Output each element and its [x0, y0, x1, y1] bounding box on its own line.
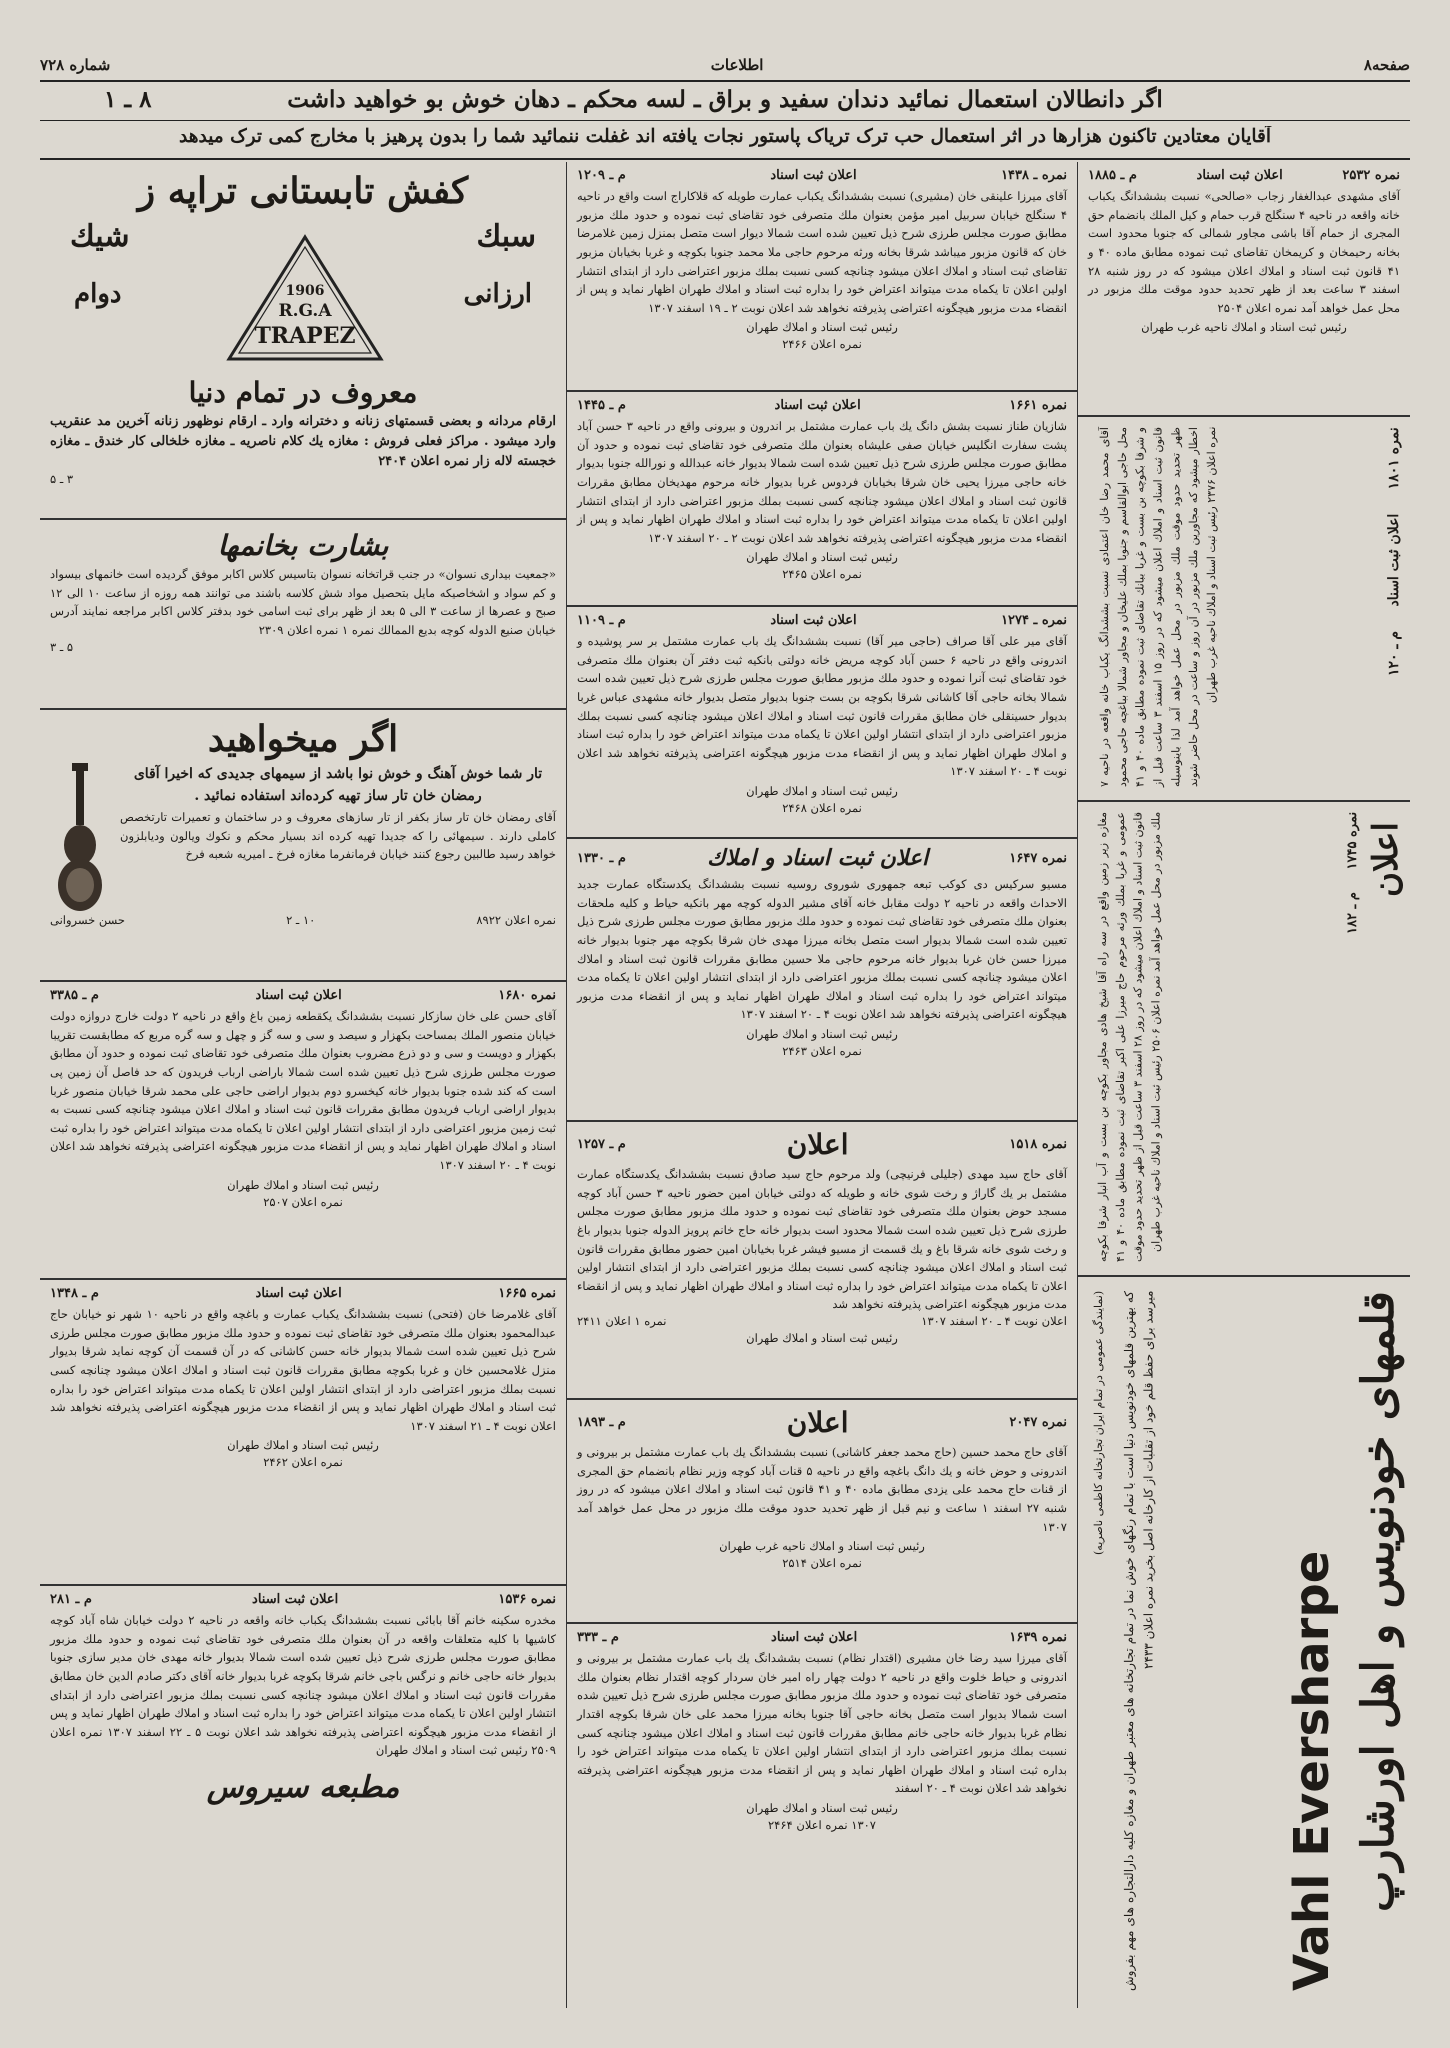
ad-title: اعلان ثبت اسناد — [252, 1592, 339, 1607]
paper-name: اطلاعات — [710, 56, 764, 74]
shoe-subtitle: معروف در تمام دنیا — [188, 375, 418, 409]
ad-code: م ـ ۱۱۰۹ — [577, 613, 626, 628]
ad-title: اعلان ثبت اسناد — [255, 988, 342, 1003]
ad-sub: نمره ۱ اعلان ۲۴۱۱ — [577, 1314, 667, 1328]
banner-text: اگر دانطالان استعمال نمائید دندان سفید و براق ـ لسه محکم ـ دهان خوش بو خواهید داشت — [287, 86, 1163, 113]
shoe-word-stylish: شیك — [70, 218, 130, 254]
vertical-ad-block-1745 — [1078, 802, 1410, 1277]
tar-lead: تار شما خوش آهنگ و خوش نوا باشد از سیمهای جدیدی که اخیرا آقای رمضان خان تار ساز تهیه کرده‌اند استفاده نمائید . — [133, 765, 543, 805]
pen-ad-footer: (نمایندگی عمومی در تمام ایران تجارتخانه کاظمی ناصریه) — [1092, 1291, 1105, 1556]
ad-number: نمره ۱۶۶۱ — [1009, 398, 1067, 413]
women-ad-footer — [50, 640, 556, 654]
ad-body: آقای مشهدی عبدالغفار زجاب «صالحی» نسبت بششدانگ یکباب خانه واقعه در ناحیه ۴ سنگلج قرب حمام و کیل الملك بانضمام حق المجری از حمام آقا باشی مجاور شمالی که جنوبا محدود است بخانه رحیمخان و کریمخان تقاضای ثبت نموده مطابق ماده ۴۰ و ۴۱ قانون ثبت اسناد و املاك اعلان میشود که در روز شنبه ۲۸ اسفند ۳ ساعت بعد از ظهر تحدید حدود موقت ملك مزبور در محل عمل خواهد آمد نمره اعلان ۲۵۰۴ — [1088, 189, 1401, 315]
trapez-stamp — [225, 233, 385, 363]
ad-body: آقای حاج سید مهدی (جلیلی فرنیچی) ولد مرحوم حاج سید صادق نسبت بششدانگ یکدستگاه عمارت مشتمل بر یك گاراژ و رخت شوی خانه و طویله که دولتی خیابان امین حضور ناحیه ۳ حسن آباد کوچه مسجد حوض بعنوان ملك متصرفی خود تقاضای ثبت نموده و حدود ملك مزبور مطابق صورت مجلس طرزی شرح ذیل تعیین شده است شمالا محدود است بدیوار خانه حاج خانم پرویز الدوله جنوبا بدیوار باغ و رخت شوی خانه شرقا باغ و یك قسمت از مسیو فیشر غربا بخیابان امین حضور مطابق مقررات قانون ثبت اسناد و املاك اعلان میشود چنانچه کسی نسبت بملك مزبور اعتراضی دارد از ابتدای انتشار اولین اعلان تا یکماه مدت میتواند اعتراض خود را بداره ثبت اسناد و املاك طهران اظهار نماید و پس از انقضاء مدت مزبور هیچگونه اعتراضی پذیرفته نخواهد شد — [577, 1167, 1067, 1312]
ad-head — [50, 1592, 556, 1611]
ad-footer: رئیس ثبت اسناد و املاك طهران — [746, 320, 898, 335]
ad-block-1518 — [567, 1122, 1077, 1400]
ad-sub: نمره اعلان ۲۴۶۶ — [782, 337, 862, 352]
tar-ad-title: اگر میخواهید — [207, 718, 399, 760]
ad-number: نمره ۱۷۴۵ — [1345, 812, 1360, 870]
ad-head — [577, 1128, 1067, 1165]
ad-number: نمره ۱۸۰۱ — [1386, 427, 1402, 490]
ad-head — [577, 398, 1067, 417]
ad-code: م ـ ۱۳۴۸ — [50, 1286, 99, 1301]
shoe-footer — [50, 472, 556, 486]
ad-number: نمره ۱۵۳۶ — [498, 1592, 556, 1607]
ad-code: ۳ ـ ۵ — [50, 472, 74, 487]
printer-imprint: مطبعه سیروس — [206, 1770, 400, 1805]
pen-brand: Vahl Eversharpe — [1284, 1550, 1340, 1991]
ad-head — [577, 845, 1067, 875]
ad-block-1536 — [40, 1586, 566, 2008]
vertical-ad-body: مغازه زیر زمین واقع در سه راه آقا شیخ هادی مجاور بکوچه بن بست و آب انبار شرقا بکوچه عمومی و غربا بملك ورثه مرحوم حاج میرزا علی اکبر تقاضای ثبت نموده مطابق ماده ۴۰ و ۴۱ قانون ثبت اسناد و املاك اعلان میشود که در روز ۲۸ اسفند ۳ ساعت قبل از ظهر تحدید حدود موقت ملك مزبور در محل عمل خواهد آمد نمره اعلان ۲۵۰۶ رئیس ثبت اسناد و املاك ناحیه غرب طهران — [1096, 812, 1163, 1262]
ad-head — [50, 988, 556, 1007]
ad-body: آقای حسن علی خان سازکار نسبت بششدانگ یکقطعه زمین باغ واقع در ناحیه ۲ دولت خارج دروازه دولت خیابان منصور الملك بمساحت بکهزار و سیصد و سی و سه گز و چهل و سه گره مربع که مطابقست تقریبا بکهزار و دویست و سی و دو ذرع مضروب بعنوان ملك متصرفی خود تقاضای ثبت نموده و حدود آن مطابق صورت مجلس طرزی شرح ذیل تعیین شده است شمالا باراضی ارباب فریدون که حد فاصل آن زمین پی است که کند شده جنوبا بدیوار خانه کیخسرو دوم بدیوار اراضی حاجی علی محمد شرقا خیابان منصور غربا بدیوار اراضی ارباب فریدون مطابق مقررات قانون ثبت اسناد و املاك اعلان میشود چنانچه کسی نسبت به ثبت زمین مزبور اعتراضی دارد از ابتدای انتشار اولین اعلان تا یکماه مدت میتواند اعتراض خود را بداره ثبت اسناد و املاك طهران اظهار نماید و پس از انقضاء مدت مزبور هیچگونه اعتراضی پذیرفته نخواهد شد اعلان نوبت ۴ ـ ۲۰ اسفند ۱۳۰۷ — [50, 1009, 556, 1172]
ad-code: م ـ ۳۳۸۵ — [50, 988, 99, 1003]
ad-footer: رئیس ثبت اسناد و املاك طهران — [746, 550, 898, 565]
trapez-logo-area — [50, 219, 556, 369]
advertiser-name: حسن خسروانی — [50, 912, 126, 927]
column-left — [40, 162, 566, 2008]
ad-footer: رئیس ثبت اسناد و املاك طهران — [746, 1331, 898, 1345]
ad-footer: رئیس ثبت اسناد و املاك طهران — [227, 1438, 379, 1453]
ad-footer: رئیس ثبت اسناد و املاك طهران — [227, 1177, 379, 1192]
ad-number: نمره ـ ۱۴۳۸ — [1001, 168, 1067, 183]
shoe-title: کفش تابستانی تراپه ز — [137, 170, 469, 212]
tar-text — [120, 763, 556, 864]
women-ad-body: «جمعیت بیداری نسوان» در جنب قراتخانه نسوان بتاسیس کلاس اکابر موفق گردیده است خانمهای بیسواد و کم سواد و اشخاصیکه مایل بتحصیل مواد شش کلاسه باشند می توانند همه روزه از ساعت ۱۰ الی ۱۲ صبح و عصرها از ساعت ۳ الی ۵ بعد از ظهر برای ثبت اسامی خود بدفتر کلاس اکابر مراجعه نمایند آدرس خیابان صنیع الدوله کوچه بدیع الممالك نمره ۱ نمره اعلان ۲۳۰۹ — [50, 567, 556, 638]
shoe-body: ارقام مردانه و بعضی قسمتهای زنانه و دخترانه وارد ـ ارقام نوظهور زنانه آخرین مد عنقریب وارد میشود . مراکز فعلی فروش : مغازه یك کلام ناصریه ـ مغازه خلخالی کار خندق ـ مغازه خجسته لاله زار نمره اعلان ۲۴۰۴ — [50, 413, 556, 470]
tar-strings-ad — [40, 710, 566, 982]
ad-code: م ـ ۲۸۱ — [50, 1592, 92, 1607]
ad-body: آقای حاج محمد حسین (حاج محمد جعفر کاشانی) نسبت بششدانگ یك باب عمارت مشتمل بر بیرونی و اندرونی و حوض خانه و یك دانگ باغچه واقع در ناحیه ۵ قنات آباد کوچه وزیر نظام بانضمام حق المجری از قنات حاج محمد علی یزدی مطابق ماده ۴۰ و ۴۱ قانون ثبت اسناد و املاك اعلان میشود که در روز شنبه ۲۷ اسفند ۱ ساعت و نیم قبل از ظهر تحدید حدود موقت ملك مزبور در محل عمل خواهد آمد ۱۳۰۷ — [577, 1445, 1068, 1534]
ad-block-1274 — [567, 607, 1077, 839]
ad-footer: رئیس ثبت اسناد و املاك ناحیه غرب طهران — [719, 1539, 925, 1554]
ad-footer: رئیس ثبت اسناد و املاك ناحیه غرب طهران — [1141, 320, 1347, 335]
tar-body: آقای رمضان خان تار ساز بکفر از تار سازهای معروف و در ساختمان و تعمیرات تارتخصص کاملی دارند . سیمهائی را که جدیدا تهیه کرده اند بسیار محکم و نکوك ویالون ودیابلزون خواهد رسید طالبین رجوع کنند خیابان فرمانفرما مغازه فرخ ـ امیریه شعبه فرخ — [120, 810, 556, 862]
ad-title: اعلان ثبت اسناد — [771, 1630, 858, 1645]
column-right — [1077, 162, 1410, 2008]
ad-footer: رئیس ثبت اسناد و املاك طهران — [746, 1027, 898, 1041]
vertical-announcement-title: اعلان — [1366, 822, 1406, 897]
ad-body: مخدره سکینه خانم آقا بابائی نسبت بششدانگ یکباب خانه واقعه در ناحیه ۲ دولت خیابان شاه آباد کوچه کاشیها با کلیه متعلقات واقعه در آن بعنوان ملك متصرفی خود تقاضای ثبت نموده و حدود ملك مزبور مطابق صورت مجلس طرزی شرح ذیل تعیین شده است شمالا بدیوار خانه مهدی خان مدیر سازی جنوبا بدیوار خانه حاجی خانم و نرگس باجی خانم شرقا بکوچه غربا بدیوار خانه آقای دکتر صادم الدین خان مطابق مقررات قانون ثبت اسناد و املاك اعلان میشود چنانچه کسی نسبت بملك مزبور اعتراضی دارد از ابتدای انتشار اولین اعلان تا یکماه مدت میتواند اعتراض خود را بداره ثبت اسناد و املاك طهران اظهار نماید و پس از انقضاء مدت مزبور هیچگونه اعتراضی پذیرفته نخواهد شد اعلان نوبت ۵ ـ ۲۲ اسفند ۱۳۰۷ نمره اعلان ۲۵۰۹ رئیس ثبت اسناد و املاك طهران — [50, 1613, 556, 1758]
ad-code: م ـ ۱۴۴۵ — [577, 398, 626, 413]
ad-head — [50, 1286, 556, 1305]
ad-number: نمره ۱۶۶۵ — [498, 1286, 556, 1301]
ad-block-1438 — [567, 162, 1077, 392]
ad-number: نمره ۱۵۱۸ — [1009, 1137, 1067, 1152]
ad-body: آقای میر علی آقا صراف (حاجی میر آقا) نسبت بششدانگ یك باب عمارت مشتمل بر سر پوشیده و اندرونی واقع در ناحیه ۶ حسن آباد کوچه مریض خانه دولتی بانکیه ثبت دفتر آن بعنوان ملك متصرفی خود تقاضای ثبت آنرا نموده و حدود ملك مزبور مطابق صورت مجلس طرزی شرح ذیل تعیین شده است شمالا بخانه حاجی آقا کاشانی شرقا بکوچه بن بست جنوبا بدیوار متصل بدیوار خانه مشهدی عباس غربا بدیوار حسینقلی خان مطابق مقررات قانون ثبت اسناد و املاك اعلان میشود چنانچه کسی نسبت بملك مزبور اعتراضی دارد از ابتدای انتشار اولین اعلان تا یکماه مدت میتواند اعتراض خود را بداره ثبت اسناد و املاك طهران اظهار نماید و پس از انقضاء مدت مزبور هیچگونه اعتراضی پذیرفته نخواهد شد اعلان نوبت ۴ ـ ۲۰ اسفند ۱۳۰۷ — [577, 634, 1068, 779]
ad-body: آقای میرزا علینقی خان (مشیری) نسبت بششدانگ یکباب عمارت طویله که قلاکاراج است واقع در ناحیه ۴ سنگلج خیابان سربیل امیر مؤمن بعنوان ملك متصرفی خود تقاضای ثبت نموده و حدود ملك مزبور مطابق صورت مجلس طرزی شرح ذیل تعیین شده است شمالا دیوار است متصل بمنزل زمین غلامرضا خان که قانون مزبور میباشد شرقا بخانه ورثه مرحوم حاجی ملا محمد جنوبا بکوچه و غربا بخیابان مزبور تقاضای ثبت اسناد و املاك اعلان میشود چنانچه کسی نسبت بملك مزبور اعتراضی دارد از ابتدای انتشار اولین اعلان تا یکماه مدت میتواند اعتراض خود را بداره ثبت اسناد و املاك طهران اظهار نماید و پس از انقضاء مدت مزبور هیچگونه اعتراضی پذیرفته نخواهد شد اعلان نوبت ۲ ـ ۱۹ اسفند ۱۳۰۷ — [577, 189, 1067, 315]
ad-sub: نمره اعلان ۲۴۶۵ — [782, 567, 862, 582]
ad-body: آقای میرزا سید رضا خان مشیری (اقتدار نظام) نسبت بششدانگ یك باب عمارت مشتمل بر بیرونی و اندرونی و حیاط خلوت واقع در ناحیه ۲ دولت چهار راه امیر خان سردار کوچه اقتدار نظام بعنوان ملك متصرفی خود تقاضای ثبت نموده و حدود ملك مزبور مطابق صورت مجلس طرزی شرح ذیل تعیین شده است شمالا بدیوار است متصل بخانه حاجی آقا جنوبا بخانه میرزا محمد علی خان شرقا بکوچه اقتدار نظام غربا بدیوار خانه حاجی خانم مطابق مقررات قانون ثبت اسناد و املاك اعلان میشود چنانچه کسی نسبت بملك مزبور اعتراضی دارد از ابتدای انتشار اولین اعلان تا یکماه مدت میتواند اعتراض خود را بداره ثبت اسناد و املاك طهران اظهار نماید و پس از انقضاء مدت مزبور هیچگونه اعتراضی پذیرفته نخواهد شد اعلان نوبت ۴ ـ ۲۰ اسفند — [577, 1651, 1068, 1796]
vertical-ad-head — [1386, 427, 1402, 787]
ad-block-1665 — [40, 1280, 566, 1586]
ad-sub: نمره اعلان ۲۴۶۲ — [263, 1455, 343, 1470]
ad-code: م ـ ۱۲۰۹ — [577, 168, 626, 183]
ad-head — [1088, 168, 1400, 187]
header-rule — [40, 80, 1410, 82]
ad-title: اعلان ثبت اسناد و املاك — [707, 845, 929, 871]
banner-tag: ۸ ـ ۱ — [104, 86, 152, 113]
column-middle — [566, 162, 1077, 2008]
ad-title: اعلان — [786, 1128, 849, 1161]
ad-date: اعلان نوبت ۴ ـ ۲۰ اسفند ۱۳۰۷ — [921, 1314, 1067, 1328]
tar-instrument-icon — [50, 763, 110, 913]
banner-text-2: آقایان معتادین تاکنون هزارها در اثر استعمال حب ترک تریاک پاستور نجات یافته اند غفلت ننمائید شما را بدون پرهیز با مخارج کمی ترک میدهد — [179, 126, 1271, 147]
banner-rule-2 — [40, 158, 1410, 160]
ad-title: اعلان ثبت اسناد — [770, 613, 857, 628]
ad-head — [577, 1630, 1067, 1649]
ad-code: م ـ ۳۳۳ — [577, 1630, 619, 1645]
shoe-word-durable: دوام — [74, 278, 122, 309]
ad-footer: رئیس ثبت اسناد و املاك طهران — [746, 1801, 898, 1815]
ad-block-2047 — [567, 1400, 1077, 1624]
ad-block-2532 — [1078, 162, 1410, 417]
ad-block-1639 — [567, 1624, 1077, 2008]
pen-ad-body: که بهترین قلمهای خودنویس دنیا است با تمام رنگهای خوش نما در تمام تجارتخانه های معتبر طهران و مغازه کلیه دارالتجاره های مهم بفروش میرسد برای حفظ قلم خود از تقلبات از کارخانه اصل بخرید نمره اعلان ۲۴۳۳ — [1122, 1291, 1156, 1991]
toothpaste-banner — [44, 86, 1406, 118]
ad-sub: نمره اعلان ۲۴۶۸ — [782, 801, 862, 815]
ad-code: ۵ ـ ۳ — [50, 639, 74, 654]
ad-head — [577, 613, 1067, 632]
ad-number: نمره ۱۶۴۷ — [1009, 850, 1067, 866]
stamp-line-1: R.G.A — [278, 300, 332, 321]
ad-number: نمره ۱۶۸۰ — [498, 988, 556, 1003]
ad-block-1647 — [567, 839, 1077, 1122]
tar-content — [50, 763, 556, 913]
vertical-ad-block-1801 — [1078, 417, 1410, 802]
ad-head — [577, 1406, 1067, 1443]
ad-body: شازیان طناز نسبت بشش دانگ یك باب عمارت مشتمل بر اندرون و بیرونی واقع در ناحیه ۳ حسن آباد پشت سفارت انگلیس خیابان صفی علیشاه بعنوان ملك متصرفی خود تقاضای ثبت نموده و حدود آن مطابق صورت مجلس طرزی شرح ذیل تعیین شده است شمالا بدیوار خانه عبدالله و نورالله جنوبا بدیوار خانه حاجی میرزا یحیی خان شرقا بخیابان فردوس غربا بدیوار خانه مرحوم مهدیخان مطابق مقررات قانون ثبت اسناد و املاك اعلان میشود چنانچه کسی نسبت بملك مزبور اعتراضی دارد از ابتدای انتشار اولین اعلان تا یکماه مدت میتواند اعتراض خود را بداره ثبت اسناد و املاك طهران اظهار نماید و پس از انقضاء مدت مزبور هیچگونه اعتراضی پذیرفته نخواهد شد اعلان نوبت ۲ ـ ۲۰ اسفند ۱۳۰۷ — [577, 419, 1067, 545]
ad-code: ۱۰ ـ ۲ — [286, 912, 316, 927]
ad-block-1680 — [40, 982, 566, 1280]
banner-rule-1 — [40, 120, 1410, 121]
stamp-year: 1906 — [285, 282, 325, 299]
ad-code: م ـ ۱۲۵۷ — [577, 1137, 626, 1152]
page-folio — [40, 52, 1410, 78]
ad-title: اعلان ثبت اسناد — [770, 168, 857, 183]
ad-title: اعلان ثبت اسناد — [1196, 168, 1283, 183]
ad-sub: نمره اعلان ۲۵۱۴ — [782, 1556, 862, 1571]
pen-ad-title: قلمهای خودنویس و اهل اورشارپ — [1353, 1291, 1404, 1912]
trapez-shoe-ad — [40, 162, 566, 520]
page-label: صفحه۸ — [1363, 56, 1410, 74]
ad-code: م ـ ۱۸۸۵ — [1088, 168, 1137, 183]
ad-block-1661 — [567, 392, 1077, 607]
ad-sub: نمره اعلان ۸۹۲۲ — [476, 912, 556, 927]
women-ad-title: بشارت بخانمها — [217, 529, 389, 562]
ad-title: اعلان ثبت اسناد — [774, 398, 861, 413]
ad-sub: نمره اعلان ۲۵۰۷ — [263, 1194, 343, 1209]
ad-code: م ـ ۱۳۳۰ — [577, 850, 626, 866]
vertical-ad-body: آقای محمد رضا خان اعتمادی نسبت بششدانگ یکباب خانه واقعه در ناحیه ۷ محل حاجی ابوالقاسم و جنوبا بملك علیخان و مجاور شمالا بباغچه حاجی محمود و شرقا بکوچه بن بست و غربا ببانك تقاضای ثبت نموده مطابق ماده ۴۰ و ۴۱ قانون ثبت اسناد و املاك اعلان میشود که در روز ۱۵ اسفند ۳ ساعت قبل از ظهر تحدید حدود موقت ملك مزبور در محل عمل خواهد آمد لذا باینوسیله اخطار میشود که مجاورین ملك مزبور در آن روز و ساعت در محل حاضر شوند نمره اعلان ۲۳۷۶ رئیس ثبت اسناد و املاك ناحیه غرب طهران — [1098, 427, 1218, 787]
ad-footer-row — [577, 1314, 1067, 1328]
women-class-ad — [40, 520, 566, 710]
ad-title: اعلان — [786, 1406, 849, 1439]
stamp-line-2: TRAPEZ — [254, 322, 356, 349]
shoe-word-light: سبك — [476, 218, 536, 254]
ad-footer: رئیس ثبت اسناد و املاك طهران — [746, 784, 898, 798]
ad-title: اعلان ثبت اسناد — [255, 1286, 342, 1301]
ad-body: مسیو سرکیس دی کوکب تبعه جمهوری شوروی روسیه نسبت بششدانگ یکدستگاه عمارت جدید الاحداث واقعه در ناحیه ۲ دولت مقابل خانه آقای مشیر الدوله کوچه مهر بانکیه حیاط و کلیه ملحقات بعنوان ملك متصرفی خود تقاضای ثبت نموده و حدود ملك مزبور مطابق صورت مجلس طرزی شرح ذیل تعیین شده است شمالا بدیوار است متصل بخانه میرزا مهدی خان شرقا بکوچه مهر جنوبا بدیوار خانه میرزا حسن خان غربا بدیوار خانه مرحوم حاجی ملا حسین مطابق مقررات قانون ثبت اسناد و املاك اعلان میشود چنانچه کسی نسبت بملك مزبور اعتراضی دارد از ابتدای انتشار اولین اعلان تا یکماه مدت میتواند اعتراض خود را بداره ثبت اسناد و املاك طهران اظهار نماید و پس از انقضاء مدت مزبور هیچگونه اعتراضی پذیرفته نخواهد شد اعلان نوبت ۴ ـ ۲۰ اسفند ۱۳۰۷ — [577, 877, 1067, 1022]
opium-banner — [44, 126, 1406, 156]
issue-number: شماره ۷۲۸ — [40, 56, 111, 74]
ad-head — [577, 168, 1067, 187]
ad-title: اعلان ثبت اسناد — [1386, 513, 1402, 607]
ad-number: نمره ـ ۱۲۷۴ — [1001, 613, 1067, 628]
ad-code: م ـ ۱۸۲ — [1345, 892, 1360, 935]
vertical-ad-head — [1345, 812, 1360, 1262]
eversharp-pen-ad — [1078, 1277, 1410, 2008]
ad-sub: ۱۳۰۷ نمره اعلان ۲۴۶۴ — [768, 1818, 876, 1832]
tar-footer — [50, 913, 556, 927]
shoe-word-cheap: ارزانی — [463, 278, 532, 309]
ad-code: م ـ ۱۲۰ — [1386, 630, 1402, 676]
ad-number: نمره ۲۵۳۲ — [1342, 168, 1400, 183]
ad-body: آقای غلامرضا خان (فتحی) نسبت بششدانگ یکباب عمارت و باغچه واقع در ناحیه ۱۰ شهر نو خیابان حاج عبدالمحمود بعنوان ملك متصرفی خود تقاضای ثبت نموده و حدود ملك مزبور مطابق صورت مجلس طرزی شرح ذیل تعیین شده است شمالا بدیوار خانه حسن کاشانی که در آن قسمت آن کوچه نماید شرقا بدیوار منزل غلامحسین خان و غربا بکوچه مطابق مقررات قانون ثبت اسناد و املاك اعلان میشود چنانچه کسی نسبت بملك مزبور اعتراضی دارد از ابتدای انتشار اولین اعلان تا یکماه مدت میتواند اعتراض خود را بداره ثبت اسناد و املاك طهران اظهار نماید و پس از انقضاء مدت مزبور هیچگونه اعتراضی پذیرفته نخواهد شد اعلان نوبت ۴ ـ ۲۱ اسفند ۱۳۰۷ — [50, 1307, 556, 1433]
ad-sub: نمره اعلان ۲۴۶۳ — [782, 1044, 862, 1058]
ad-number: نمره ۱۶۳۹ — [1009, 1630, 1067, 1645]
ad-number: نمره ۲۰۴۷ — [1009, 1415, 1067, 1430]
ad-code: م ـ ۱۸۹۳ — [577, 1415, 626, 1430]
